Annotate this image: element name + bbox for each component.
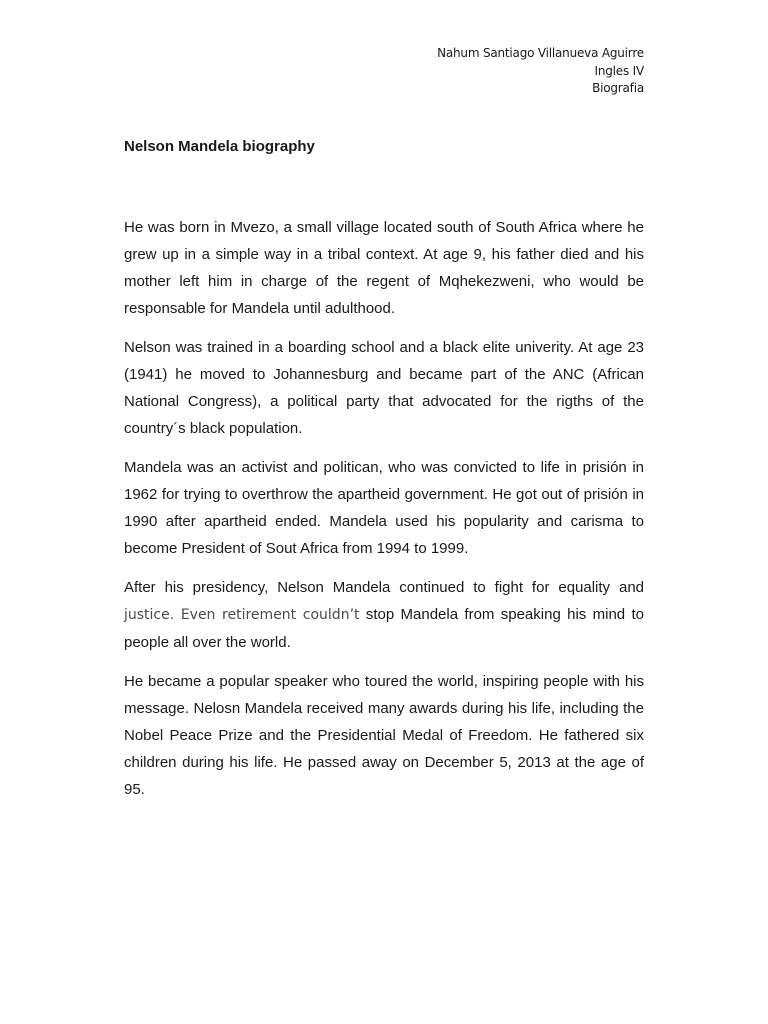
paragraph-post-presidency-part-2: justice. Even retirement couldn’t — [124, 607, 360, 623]
author-name: Nahum Santiago Villanueva Aguirre — [437, 46, 644, 60]
assignment-type: Biografia — [592, 81, 644, 95]
paragraph-education: Nelson was trained in a boarding school and a black elite univerity. At age 23 (1941) he moved to Johannesburg and became part of the ANC (African National Congress), a political party that advocated for the rigths of the country´s black population. — [124, 339, 644, 437]
document-header — [437, 45, 644, 98]
paragraph-post-presidency-part-1: After his presidency, Nelson Mandela continued to fight for equality and — [124, 579, 644, 596]
paragraph-post-presidency — [124, 574, 644, 656]
paragraph-activism: Mandela was an activist and politican, who was convicted to life in prisión in 1962 for trying to overthrow the apartheid government. He got out of prisión in 1990 after apartheid ended. Mandela used his popularity and carisma to become President of Sout Africa from 1994 to 1999. — [124, 459, 644, 557]
paragraph-legacy: He became a popular speaker who toured the world, inspiring people with his message. Nelosn Mandela received many awards during his life, including the Nobel Peace Prize and the Presidential Medal of Freedom. He fathered six children during his life. He passed away on December 5, 2013 at the age of 95. — [124, 673, 644, 798]
document-body — [124, 214, 644, 815]
paragraph-birth: He was born in Mvezo, a small village located south of South Africa where he grew up in a simple way in a tribal context. At age 9, his father died and his mother left him in charge of the regent of Mqhekezweni, who would be responsable for Mandela until adulthood. — [124, 219, 644, 317]
document-title: Nelson Mandela biography — [124, 138, 315, 155]
course-name: Ingles IV — [594, 63, 644, 78]
paragraph-post-presidency-part-3: stop Mandela from speaking his mind to people all over the world. — [124, 606, 644, 651]
